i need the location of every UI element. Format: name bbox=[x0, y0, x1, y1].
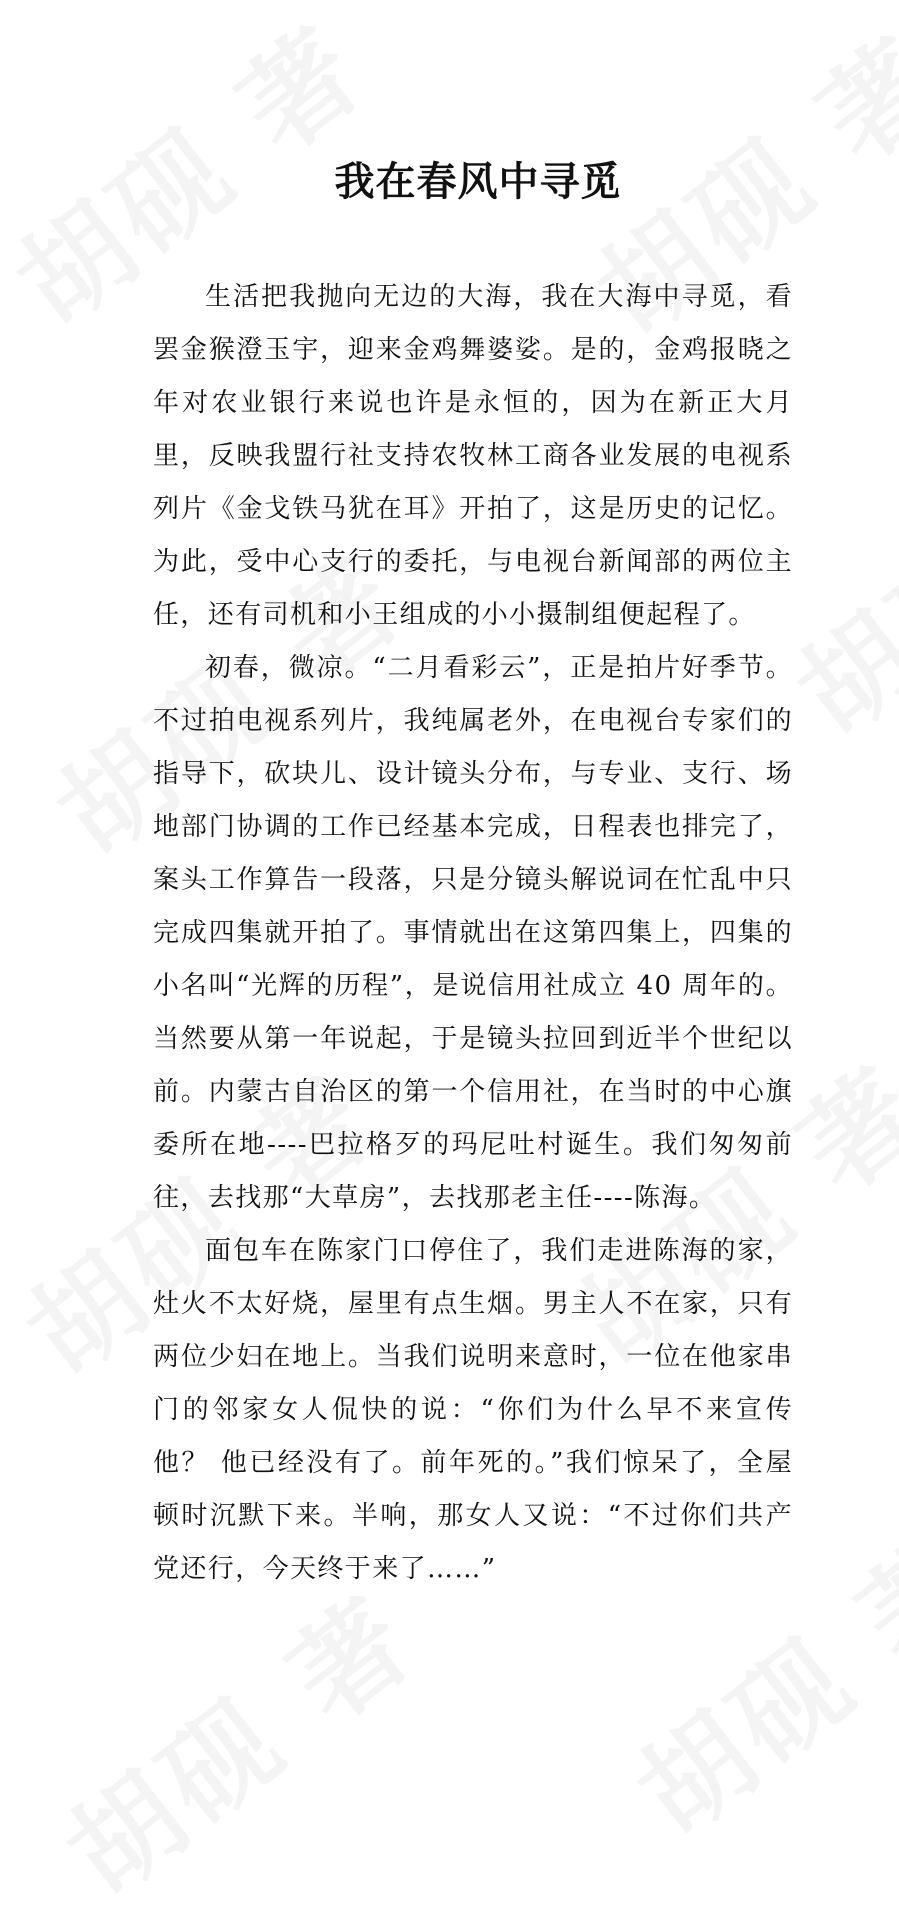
watermark-text bbox=[30, 1554, 443, 1925]
document-page bbox=[153, 150, 793, 1596]
paragraph-2: 初春，微凉。“二月看彩云”，正是拍片好季节。不过拍电视系列片，我纯属老外，在电视台专家们的指导下，砍块儿、设计镜头分布，与专业、支行、场地部门协调的工作已经基本完成，日程表也排完了，案头工作算告一段落，只是分镜头解说词在忙乱中只完成四集就开拍了。事情就出在这第四集上，四集的小名叫“光辉的历程”，是说信用社成立 40 周年的。当然要从第一年说起，于是镜头拉回到近半个世纪以前。内蒙古自治区的第一个信用社，在当时的中心旗委所在地----巴拉格歹的玛尼吐村诞生。我们匆匆前往，去找那“大草房”，去找那老主任----陈海。 bbox=[153, 653, 793, 1213]
paragraph-3: 面包车在陈家门口停住了，我们走进陈海的家，灶火不太好烧，屋里有点生烟。男主人不在家，只有两位少妇在地上。当我们说明来意时，一位在他家串门的邻家女人侃快的说：“你们为什么早不来宣传他？ 他已经没有了。前年死的。”我们惊呆了，全屋顿时沉默下来。半响，那女人又说：“不过你们共产党还行，今天终于来了……” bbox=[153, 1236, 793, 1584]
document-title: 我在春风中寻觅 bbox=[334, 159, 622, 205]
paragraph-1: 生活把我抛向无边的大海，我在大海中寻觅，看罢金猴澄玉宇，迎来金鸡舞婆娑。是的，金鸡报晓之年对农业银行来说也许是永恒的，因为在新正大月里，反映我盟行社支持农牧林工商各业发展的电视系列片《金戈铁马犹在耳》开拍了，这是历史的记忆。为此，受中心支行的委托，与电视台新闻部的两位主任，还有司机和小王组成的小小摄制组便起程了。 bbox=[153, 282, 793, 630]
